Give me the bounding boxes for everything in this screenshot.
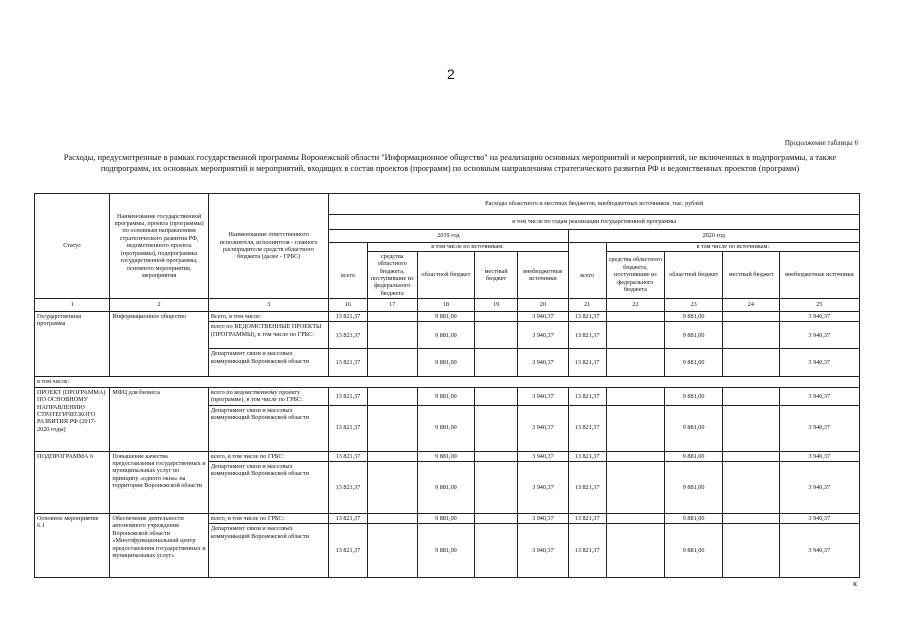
cell-regional-2019: 9 881,00 xyxy=(417,524,474,578)
column-number: 1 xyxy=(35,299,110,312)
cell-regional-2019: 9 881,00 xyxy=(417,387,474,405)
header-expenses: Расходы областного и местных бюджетов, внебюджетных источников, тыс. рублей xyxy=(329,194,860,215)
table-continuation-note: Продолжение таблицы 6 xyxy=(784,139,858,147)
cell-extra-2020: 3 940,37 xyxy=(779,387,859,405)
column-number: 2 xyxy=(110,299,208,312)
row-status: ПРОЕКТ (ПРОГРАММА) ПО ОСНОВНОМУ НАПРАВЛЕНИЮ СТРАТЕГИЧЕСКОГО РАЗВИТИЯ РФ (2017-2020 годы) xyxy=(35,387,110,451)
cell-regional-2019: 9 881,00 xyxy=(417,514,474,524)
corner-mark: к xyxy=(853,579,857,588)
table-row xyxy=(35,387,860,405)
header-extra-2019: внебюджетные источники xyxy=(523,267,563,282)
column-number: 21 xyxy=(568,299,606,312)
cell-regional-2020: 9 881,00 xyxy=(664,524,722,578)
cell-extra-2019: 3 940,37 xyxy=(518,524,568,578)
row-status: ПОДПРОГРАММА 6 xyxy=(35,451,110,513)
cell-regional-2019: 9 881,00 xyxy=(417,462,474,514)
row-executor: Департамент связи и массовых коммуникаций Воронежской области xyxy=(208,524,329,578)
header-by-years: в том числе по годам реализации государственной программы xyxy=(329,215,860,230)
cell-total-2019: 13 821,37 xyxy=(329,514,367,524)
header-year-2019: 2019 год xyxy=(329,230,568,243)
row-executor: Департамент связи и массовых коммуникаций Воронежской области xyxy=(208,405,329,451)
cell-total-2020: 13 821,37 xyxy=(568,322,606,349)
column-number: 20 xyxy=(518,299,568,312)
table-row xyxy=(35,514,860,524)
cell-extra-2019: 3 940,37 xyxy=(518,451,568,461)
cell-regional-2020: 9 881,00 xyxy=(664,312,722,322)
column-number: 16 xyxy=(329,299,367,312)
column-numbers-row xyxy=(35,299,860,312)
row-executor: всего, в том числе по ГРБС: xyxy=(208,451,329,461)
cell-total-2019: 13 821,37 xyxy=(329,462,367,514)
cell-regional-2020: 9 881,00 xyxy=(664,322,722,349)
header-regional-2020: областной бюджет xyxy=(665,252,723,298)
row-name: Повышение качества предоставления государственных и муниципальных услуг по принципу «одного окна» на территории Воронежской области xyxy=(110,451,208,513)
header-total-2019: всего xyxy=(329,243,367,299)
column-number: 22 xyxy=(606,299,664,312)
cell-extra-2019: 3 940,37 xyxy=(518,387,568,405)
row-name: МФЦ для бизнеса xyxy=(110,387,208,451)
row-executor: Всего, в том числе: xyxy=(208,312,329,322)
row-name: Обеспечение деятельности автономного учреждения Воронежской области «Многофункциональный центр предоставления государственных и муниципальных услуг» xyxy=(110,514,208,578)
table-row xyxy=(35,312,860,322)
cell-extra-2019: 3 940,37 xyxy=(518,312,568,322)
cell-regional-2019: 9 881,00 xyxy=(417,451,474,461)
cell-total-2019: 13 821,37 xyxy=(329,349,367,377)
cell-total-2020: 13 821,37 xyxy=(568,514,606,524)
cell-extra-2020: 3 940,37 xyxy=(779,524,859,578)
cell-total-2019: 13 821,37 xyxy=(329,405,367,451)
header-local-2020: местный бюджет xyxy=(723,252,779,298)
cell-extra-2020: 3 940,37 xyxy=(779,405,859,451)
header-sources-label: в том числе по источникам: xyxy=(368,243,568,252)
cell-total-2020: 13 821,37 xyxy=(568,387,606,405)
row-executor: Департамент связи и массовых коммуникаций Воронежской области xyxy=(208,462,329,514)
cell-total-2020: 13 821,37 xyxy=(568,451,606,461)
cell-total-2019: 13 821,37 xyxy=(329,322,367,349)
cell-regional-2019: 9 881,00 xyxy=(417,312,474,322)
header-executor: Наименование ответственного исполнителя, исполнителя - главного распорядителя средств областного бюджета (далее - ГРБС) xyxy=(208,194,329,299)
cell-regional-2019: 9 881,00 xyxy=(417,349,474,377)
cell-regional-2020: 9 881,00 xyxy=(664,405,722,451)
cell-total-2019: 13 821,37 xyxy=(329,387,367,405)
header-regional-2019: областной бюджет xyxy=(418,252,475,298)
cell-total-2019: 13 821,37 xyxy=(329,524,367,578)
cell-total-2020: 13 821,37 xyxy=(568,405,606,451)
cell-extra-2019: 3 940,37 xyxy=(518,322,568,349)
cell-regional-2020: 9 881,00 xyxy=(664,462,722,514)
header-sources-label: в том числе по источникам: xyxy=(607,243,859,252)
cell-total-2020: 13 821,37 xyxy=(568,312,606,322)
header-local-2019: местный бюджет xyxy=(475,252,518,298)
header-federal-2020: средства областного бюджета, поступившие из федерального бюджета xyxy=(607,252,665,298)
cell-extra-2020: 3 940,37 xyxy=(779,462,859,514)
row-status: Государственная программа xyxy=(35,312,110,377)
column-number: 18 xyxy=(417,299,474,312)
cell-extra-2020: 3 940,37 xyxy=(779,349,859,377)
cell-regional-2020: 9 881,00 xyxy=(664,349,722,377)
cell-extra-2019: 3 940,37 xyxy=(518,462,568,514)
header-federal-2019: средства областного бюджета, поступившие из федерального бюджета xyxy=(368,252,418,298)
cell-extra-2019: 3 940,37 xyxy=(518,349,568,377)
header-status: Статус xyxy=(35,194,110,299)
table-row xyxy=(35,377,860,387)
column-number: 19 xyxy=(475,299,518,312)
cell-regional-2020: 9 881,00 xyxy=(664,387,722,405)
cell-extra-2020: 3 940,37 xyxy=(779,451,859,461)
column-number: 23 xyxy=(664,299,722,312)
cell-total-2020: 13 821,37 xyxy=(568,462,606,514)
row-including-label: в том числе: xyxy=(35,377,860,387)
cell-extra-2020: 3 940,37 xyxy=(779,312,859,322)
cell-total-2020: 13 821,37 xyxy=(568,349,606,377)
column-number: 17 xyxy=(367,299,417,312)
table-title: Расходы, предусмотренные в рамках государственной программы Воронежской области "Информационное общество" на реализацию основных мероприятий и мероприятий, не включенных в подпрограммы, а также подпрограмм, их основных мероприятий и мероприятий, входящих в состав проектов (программ) по основным направлениям стратегического развития РФ и ведомственных проектов (программ) xyxy=(63,153,837,173)
row-executor: всего, в том числе по ГРБС: xyxy=(208,514,329,524)
table-row xyxy=(35,451,860,461)
cell-total-2019: 13 821,37 xyxy=(329,312,367,322)
header-total-2020: всего xyxy=(568,243,606,299)
cell-regional-2020: 9 881,00 xyxy=(664,514,722,524)
cell-regional-2019: 9 881,00 xyxy=(417,405,474,451)
column-number: 3 xyxy=(208,299,329,312)
cell-extra-2019: 3 940,37 xyxy=(518,514,568,524)
header-year-2020: 2020 год xyxy=(568,230,859,243)
header-name: Наименование государственной программы, проекта (программы) по основным направлениям стратегического развития РФ, ведомственного проекта (программы), подпрограммы государственной программы, основного мероприятия, мероприятия xyxy=(110,194,208,299)
row-executor: всего по ведомственному проекту (программе), в том числе по ГРБС: xyxy=(208,387,329,405)
column-number: 25 xyxy=(779,299,859,312)
cell-extra-2020: 3 940,37 xyxy=(779,322,859,349)
header-extra-2020: внебюджетные источники xyxy=(785,271,854,279)
page-number: 2 xyxy=(447,66,455,82)
column-number: 24 xyxy=(723,299,779,312)
cell-total-2020: 13 821,37 xyxy=(568,524,606,578)
row-executor: всего по ВЕДОМСТВЕННЫЕ ПРОЕКТЫ (ПРОГРАММЫ), в том числе по ГРБС: xyxy=(208,322,329,349)
header-sources-2019 xyxy=(367,243,568,299)
expenses-table xyxy=(34,193,860,578)
row-executor: Департамент связи и массовых коммуникаций Воронежской области xyxy=(208,349,329,377)
row-name: Информационное общество xyxy=(110,312,208,377)
cell-regional-2020: 9 881,00 xyxy=(664,451,722,461)
row-status: Основное мероприятие 6.1 xyxy=(35,514,110,578)
header-sources-2020 xyxy=(606,243,859,299)
cell-extra-2019: 3 940,37 xyxy=(518,405,568,451)
cell-regional-2019: 9 881,00 xyxy=(417,322,474,349)
cell-total-2019: 13 821,37 xyxy=(329,451,367,461)
cell-extra-2020: 3 940,37 xyxy=(779,514,859,524)
